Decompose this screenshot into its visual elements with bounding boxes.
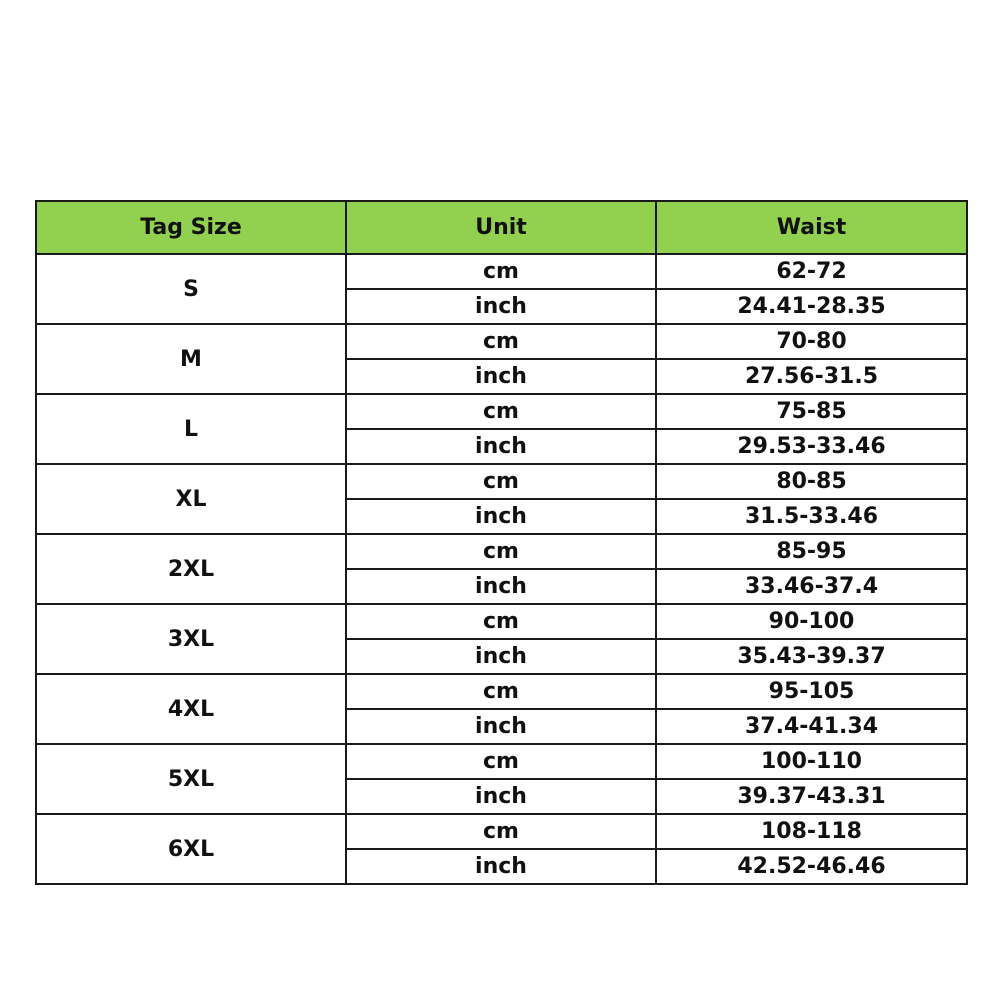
unit-cell: inch <box>346 569 656 604</box>
unit-cell: inch <box>346 639 656 674</box>
waist-cell: 90-100 <box>656 604 967 639</box>
unit-cell: cm <box>346 394 656 429</box>
waist-cell: 75-85 <box>656 394 967 429</box>
waist-cell: 100-110 <box>656 744 967 779</box>
tag-size-cell: M <box>36 324 346 394</box>
table-row <box>36 814 967 849</box>
unit-cell: inch <box>346 709 656 744</box>
waist-cell: 29.53-33.46 <box>656 429 967 464</box>
unit-cell: inch <box>346 359 656 394</box>
waist-cell: 95-105 <box>656 674 967 709</box>
tag-size-cell: 5XL <box>36 744 346 814</box>
waist-cell: 35.43-39.37 <box>656 639 967 674</box>
waist-cell: 37.4-41.34 <box>656 709 967 744</box>
table-row <box>36 324 967 359</box>
unit-cell: cm <box>346 604 656 639</box>
table-row <box>36 394 967 429</box>
table-row <box>36 464 967 499</box>
header-row <box>36 201 967 254</box>
table-row <box>36 534 967 569</box>
header-tag-size: Tag Size <box>36 201 346 254</box>
unit-cell: inch <box>346 499 656 534</box>
unit-cell: cm <box>346 744 656 779</box>
waist-cell: 108-118 <box>656 814 967 849</box>
waist-cell: 27.56-31.5 <box>656 359 967 394</box>
table-row <box>36 674 967 709</box>
unit-cell: cm <box>346 464 656 499</box>
waist-cell: 42.52-46.46 <box>656 849 967 884</box>
tag-size-cell: S <box>36 254 346 324</box>
tag-size-cell: L <box>36 394 346 464</box>
tag-size-cell: 2XL <box>36 534 346 604</box>
table-row <box>36 744 967 779</box>
unit-cell: inch <box>346 289 656 324</box>
unit-cell: inch <box>346 849 656 884</box>
waist-cell: 62-72 <box>656 254 967 289</box>
tag-size-cell: 4XL <box>36 674 346 744</box>
size-chart-body <box>36 254 967 884</box>
unit-cell: cm <box>346 534 656 569</box>
header-waist: Waist <box>656 201 967 254</box>
table-row <box>36 604 967 639</box>
header-unit: Unit <box>346 201 656 254</box>
waist-cell: 33.46-37.4 <box>656 569 967 604</box>
unit-cell: cm <box>346 324 656 359</box>
unit-cell: cm <box>346 814 656 849</box>
tag-size-cell: 6XL <box>36 814 346 884</box>
tag-size-cell: 3XL <box>36 604 346 674</box>
unit-cell: inch <box>346 779 656 814</box>
table-row <box>36 254 967 289</box>
unit-cell: inch <box>346 429 656 464</box>
waist-cell: 31.5-33.46 <box>656 499 967 534</box>
waist-cell: 24.41-28.35 <box>656 289 967 324</box>
waist-cell: 70-80 <box>656 324 967 359</box>
waist-cell: 85-95 <box>656 534 967 569</box>
waist-cell: 80-85 <box>656 464 967 499</box>
size-chart-table <box>35 200 968 885</box>
unit-cell: cm <box>346 254 656 289</box>
waist-cell: 39.37-43.31 <box>656 779 967 814</box>
size-chart-header <box>36 201 967 254</box>
unit-cell: cm <box>346 674 656 709</box>
tag-size-cell: XL <box>36 464 346 534</box>
